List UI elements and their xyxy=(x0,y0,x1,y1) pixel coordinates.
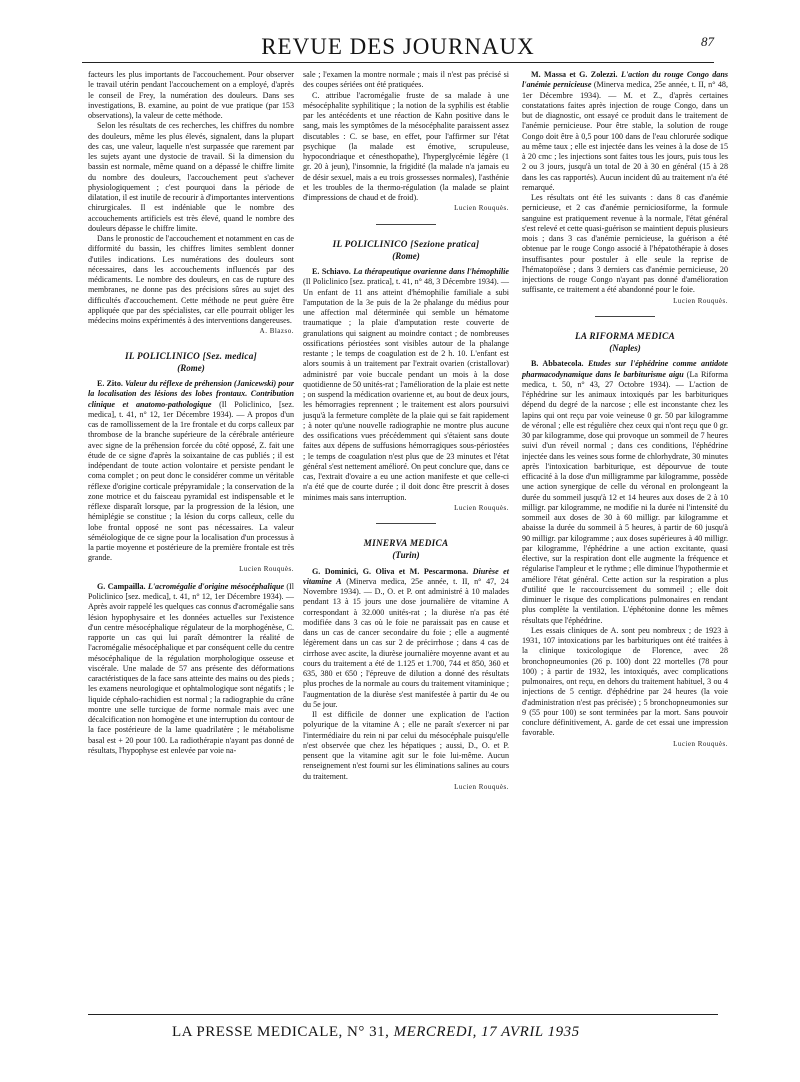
section-heading: IL POLICLINICO [Sezione pratica] xyxy=(332,238,480,249)
footer-date: 17 AVRIL 1935 xyxy=(481,1024,580,1040)
article-author: M. Massa et G. Zolezzi. xyxy=(531,70,618,79)
article-reference: (Il Policlinico [sez. pratica], t. 41, n° 48, 3 Décembre 1934). xyxy=(303,277,499,287)
paragraph: facteurs les plus importants de l'accouchement. Pour observer le travail utérin pendant l'accouchement on a employé, d'après le conseil de Frey, la numération des douleurs. Dans ses investigations, B. examine, au point de vue pratique (par 153 observations), la valeur de cette méthode. xyxy=(88,70,294,120)
article-title: Valeur du réflexe de préhension (Janicewski) pour la localisation des lésions des lobes frontaux. Contribution clinique et anatomo-pathologique xyxy=(88,379,295,409)
article-author: E. Zito. xyxy=(97,379,123,388)
column-2 xyxy=(303,70,509,792)
article xyxy=(88,582,294,756)
article-title: La thérapeutique ovarienne dans l'hémophilie xyxy=(353,267,509,276)
divider xyxy=(595,316,655,317)
article-body: — L'action de l'éphédrine sur les animaux intoxiqués par les barbituriques dépend du degré de la narcose ; elle est inconstante chez les lapins qui ont reçu par voie veineuse 0 gr. 50 par kilogramme de véronal ; elle est régulière chez ceux qui n'ont reçu que 0 gr. 30 par kilogramme, dose qui provoque un sommeil de 7 heures suivi d'un réveil normal ; dans ces conditions, l'éphédrine injectée dans les veines sous forme de chlorhydrate, 30 minutes après l'intoxication barbiturique, est dépourvue de toute efficacité à la dose d'un milligramme par kilogramme, possède une action synergique de celle du véronal en prolongeant la durée du sommeil jusqu'à 12 et 14 heures aux doses de 2 à 10 milligr. par kilogramme, ne modifie ni la durée ni l'intensité du sommeil aux doses de 30 à 60 milligr. par kilogramme et abaisse la durée du sommeil à 5 heures, à partir de 60 jusqu'à 90 milligr. par kilogramme ; aux doses supérieures à 40 milligr. par kilogramme, l'éphédrine a une action excitante, quasi élective, sur la respiration dont elle augmente la fréquence et régularise l'ampleur et le rythme ; elle diminue l'hypothermie et améliore l'état général. Cette action sur la respiration a plus d'utilité que le raccourcissement du sommeil ; elle doit diminuer le risque des complications pulmonaires en rendant plus complète la ventilation. L'éphétonine donne les mêmes résultats que l'éphédrine. xyxy=(522,379,728,625)
paragraph: C. attribue l'acromégalie fruste de sa malade à une mésocéphalite syphilitique ; la notion de la syphilis est établie par les antécédents et une réaction de Kahn positive dans le sang, mais les symptômes de la mésocéphalite paraissent assez discutables : C. se base, en effet, pour l'affirmer sur l'état psychique (la malade est émotive, scrupuleuse, hypocondriaque et cénesthopathe), l'hyperglycémie légère (1 gr. 20 à jeun), l'insomnie, la frigidité (la malade n'a jamais eu de désir sexuel, mais a eu trois grossesses normales), l'asthénie et les troubles de la thermo-régulation (la malade se plaint d'impressions de chaud et de froid). xyxy=(303,90,509,202)
paragraph: Il est difficile de donner une explication de l'action polyurique de la vitamine A ; elle ne paraît s'exercer ni par l'intermédiaire du rein ni par celui du mésocéphale puisqu'elle n'est observée que chez les hépatiques ; aussi, D., O. et P. pensent que la vitamine agit sur le foie lui-même. Aucun renseignement n'est fourni sur les éliminations salines au cours du traitement. xyxy=(303,710,509,781)
article-body: — Après avoir rappelé les quelques cas connus d'acromégalie sans lésion hypophysaire et les données actuelles sur l'existence d'un centre mésocéphalique régulateur de la morphogénèse, C. rapporte un cas qui lui paraît démontrer la réalité de l'acromégalie mésocéphalique et par conséquent celle du centre mésocéphalique de la régulation morphologique osseuse et viscérale. Une malade de 57 ans présente des déformations caractéristiques de la face sans atteinte des mains ou des pieds ; les examens neurologique et ophtalmologique sont négatifs ; le liquide céphalo-rachidien est normal ; la radiographie du crâne montre une selle turcique de forme normale mais avec une décalcification non homogène et une interruption du contour de la face postérieure de la lame quadrilatère ; le métabolisme basal est + 20 pour 100. La radiothérapie n'ayant pas donné de résultats, l'hypophyse est enlevée par voie na- xyxy=(88,592,294,755)
footer-rule xyxy=(88,1014,718,1015)
article-title: L'action du rouge Congo dans l'anémie pernicieuse xyxy=(522,70,729,90)
article-reference: (Minerva medica, 25e année, t. II, n° 48, 1er Décembre 1934). xyxy=(522,80,729,100)
paragraph: Selon les résultats de ces recherches, les chiffres du nombre des douleurs, même les plus élevés, signalent, dans la plupart des cas, une valeur, laquelle n'est surpassée que rarement par les sujets ayant une dystocie de travail. Si la dimension du bassin est normale, même quand on a dépassé le chiffre limite du nombre des douleurs, l'accouchement peut s'achever physiologiquement ; c'est pourquoi dans la période de dilatation, il est inutile de recourir à d'importantes interventions chirurgicales. Il est indéniable que le nombre des accouchements artificiels est très élevé, quand le nombre des douleurs dépasse le chiffre limite. xyxy=(88,121,294,233)
article xyxy=(88,379,294,564)
article-body: — Un enfant de 11 ans atteint d'hémophilie familiale a subi l'amputation de la 3e puis de la 2e phalange du médius pour une affection mal déterminée qui semble un hématome traumatique ; la plaie d'amputation reste couverte de granulations qui saignent au moindre contact ; de nombreuses ossifications périostées sont visibles autour de la phalange restante ; le temps de coagulation est de 2 h. 10. L'enfant est alors soumis à un traitement par l'extrait ovarien (cristallovar) administré par voie buccale pendant un mois à la dose quotidienne de 50 unités-rat ; l'amélioration de la plaie est nette ; on suspend la médication ovarienne et, au bout de deux jours, les hémorragies reprennent ; le traitement est alors poursuivi jusqu'à la fermeture complète de la plaie qui se fait rapidement ; à noter qu'une nouvelle radiographie ne montre plus aucune des ossifications vues précédemment qui s'étaient sans doute faites aux dépens de suffusions hémorragiques sous-périostées ; le temps de coagulation n'est plus que de 23 minutes et l'état général s'est nettement amélioré. On peut conclure que, dans ce cas, l'extrait d'ovaire a eu une action manifeste et que celle-ci n'a été que de courte durée ; il doit donc être prescrit à doses minimes mais sans interruption. xyxy=(303,277,509,502)
page-footer xyxy=(172,1024,580,1041)
signature: Lucien Rouquès. xyxy=(454,503,509,512)
section-heading: LA RIFORMA MEDICA xyxy=(574,330,676,341)
article-reference: (La Riforma medica, t. 50, n° 43, 27 Octobre 1934). xyxy=(522,369,728,389)
signature: Lucien Rouquès. xyxy=(454,204,509,213)
paragraph: Dans le pronostic de l'accouchement et notamment en cas de difformité du bassin, les chiffres limites semblent donner d'utiles indications. Les numérations des douleurs sont nécessaires, dans les accouchements influencés par des médicaments. Le nombre des douleurs, en cas de rupture des membranes, ne donne pas des précisions sûres au sujet des difficultés d'accouchement. Cette méthode ne peut guère être appliquée que par des spécialistes, car elle pourrait obliger les médecins moins expérimentés à des interventions dangereuses. xyxy=(88,234,294,325)
article-reference: (Il Policlinico, [sez. medica], t. 41, n° 12, 1er Décembre 1934). xyxy=(88,399,295,419)
article xyxy=(522,70,728,193)
divider xyxy=(376,224,436,225)
signature: Lucien Rouquès. xyxy=(673,739,728,748)
article xyxy=(303,567,509,711)
section-city: (Naples) xyxy=(609,343,641,353)
signature: Lucien Rouquès. xyxy=(454,782,509,791)
section-heading: IL POLICLINICO [Sez. medica] xyxy=(124,350,258,361)
article-body: — D., O. et P. ont administré à 10 malades pendant 13 à 15 jours une dose journalière de vitamine A correspondant à 32.000 unités-rat ; la diurèse n'a pas été modifiée dans 3 cas où le foie ne paraissait pas en cause et dans un cas de cancer secondaire du foie ; elle a augmenté légèrement dans un cas sur 2 de précirrhose ; dans 4 cas de cirrhose avec ascite, la diurèse journalière moyenne avant et au cours du traitement a été de 1.125 et 1.700, 744 et 850, 360 et 635, 380 et 650 ; l'épreuve de dilution a donné des résultats plus proches de la normale au cours du traitement vitaminique ; l'augmentation de la diurèse s'est manifestée à partir du 4e ou du 5e jour. xyxy=(303,587,510,709)
section-heading: MINERVA MEDICA xyxy=(363,538,449,548)
paragraph: sale ; l'examen la montre normale ; mais il n'est pas précisé si des coupes sériées ont été pratiquées. xyxy=(303,70,509,90)
section-city: (Rome) xyxy=(177,362,205,373)
signature: A. Blazso. xyxy=(259,327,294,336)
page-number: 87 xyxy=(701,34,714,49)
article-author: E. Schiavo. xyxy=(312,267,351,276)
column-3 xyxy=(522,70,728,749)
article-title: L'acromégalie d'origine mésocéphalique xyxy=(147,581,285,591)
signature: Lucien Rouquès. xyxy=(673,296,728,305)
column-1 xyxy=(88,70,294,756)
article xyxy=(522,359,728,626)
article-author: B. Abbatecola. xyxy=(531,359,584,369)
paragraph: Les essais cliniques de A. sont peu nombreux ; de 1923 à 1931, 107 intoxications par les barbituriques ont été traitées à la clinique toxicologique de Florence, avec 28 bronchopneumonies (26 p. 100) dont 22 mortelles (78 pour 100) ; à partir de 1932, les intoxiqués, avec complications pulmonaires, ont reçu, en dehors du traitement habituel, 3 ou 4 injections de 5 centigr. d'éphédrine par 24 heures (la voie d'administration n'est pas précisée) ; 5 bronchopneumonies sur 9 (55 pour 100) se sont terminées par la mort. Sans pouvoir conclure définitivement, A. garde de cet essai une impression favorable. xyxy=(522,625,728,738)
article-reference: (Minerva medica, 25e année, t. II, n° 47, 24 Novembre 1934). xyxy=(303,576,509,596)
header-rule xyxy=(82,62,714,63)
article-author: G. Dominici, G. Oliva et M. Pescarmona. xyxy=(312,566,469,576)
divider xyxy=(376,523,436,524)
journal-section-title: REVUE DES JOURNAUX xyxy=(261,34,535,59)
footer-journal: LA PRESSE MEDICALE, N° 31, xyxy=(172,1024,390,1040)
page-header xyxy=(82,32,714,62)
article-author: G. Campailla. xyxy=(97,581,146,591)
section-city: (Rome) xyxy=(392,250,420,261)
article-title: Etudes sur l'éphédrine comme antidote pharmacodynamique dans le barbiturisme aigu xyxy=(522,359,729,379)
footer-day: MERCREDI, xyxy=(393,1024,477,1040)
signature: Lucien Rouquès. xyxy=(239,564,294,573)
article-reference: (Il Policlinico [sez. medica], t. 41, n° 12, 1er Décembre 1934). xyxy=(88,581,294,601)
article-body: — M. et Z., d'après certaines constatations faites après injection de rouge Congo, dans un but de diagnostic, ont essayé ce produit dans le traitement de l'anémie pernicieuse. Pour être stable, la solution de rouge Congo doit être à 0,5 pour 100 dans de l'eau chlorurée sodique au même taux ; elle est injectée dans les veines à la dose de 15 à 20 cmc ; les injections sont faites tous les jours, puis tous les 2 ou 3 jours, jusqu'à un total de 20 à 30 en général (15 à 28 dans les cas rapportés). Aucun incident dû au traitement n'a été remarqué. xyxy=(522,90,728,192)
section-city: (Turin) xyxy=(392,550,420,561)
article-title: Diurèse et vitamine A xyxy=(303,566,509,586)
paragraph: Les résultats ont été les suivants : dans 8 cas d'anémie pernicieuse, et 2 cas d'anémie perniciosiforme, la formule sanguine est pratiquement revenue à la normale, l'état général s'est relevé et cette quasi-guérison se maintient depuis plusieurs mois ; dans 3 cas d'anémie pernicieuse, la guérison a été obtenue par le rouge Congo associé à l'hépatothérapie à doses insuffisantes pour postuler à elle seule la reprise de l'hématopoïèse ; dans 3 derniers cas d'anémie pernicieuse, 20 injections de rouge Congo n'ayant pas donné d'amélioration suffisante, ce traitement a été abandonné pour le foie. xyxy=(522,193,728,295)
article xyxy=(303,267,509,503)
article-body: — A propos d'un cas de ramollissement de la 1re frontale et du corps calleux par thrombose de la branche supérieure de la cérébrale antérieure avec signe de la préhension forcée du côté opposé, Z. fait une étude de ce signe d'après la soixantaine de cas publiés ; il est indépendant de toute action volontaire et persiste pendant le coma complet ; on peut donc le considérer comme un véritable réflexe d'origine corticale prépyramidale ; la conservation de la zone motrice et du faisceau pyramidal est indispensable et le réflexe disparaît lorsque, par la progression de la lésion, une hémiplégie se constitue ; la lésion du corps calleux, celle du lobe frontal opposé ne sont pas nécessaires. La valeur séméiologique de ce signe pour la localisation d'un processus à la partie moyenne et postérieure de la première frontale est très grande. xyxy=(88,409,294,563)
